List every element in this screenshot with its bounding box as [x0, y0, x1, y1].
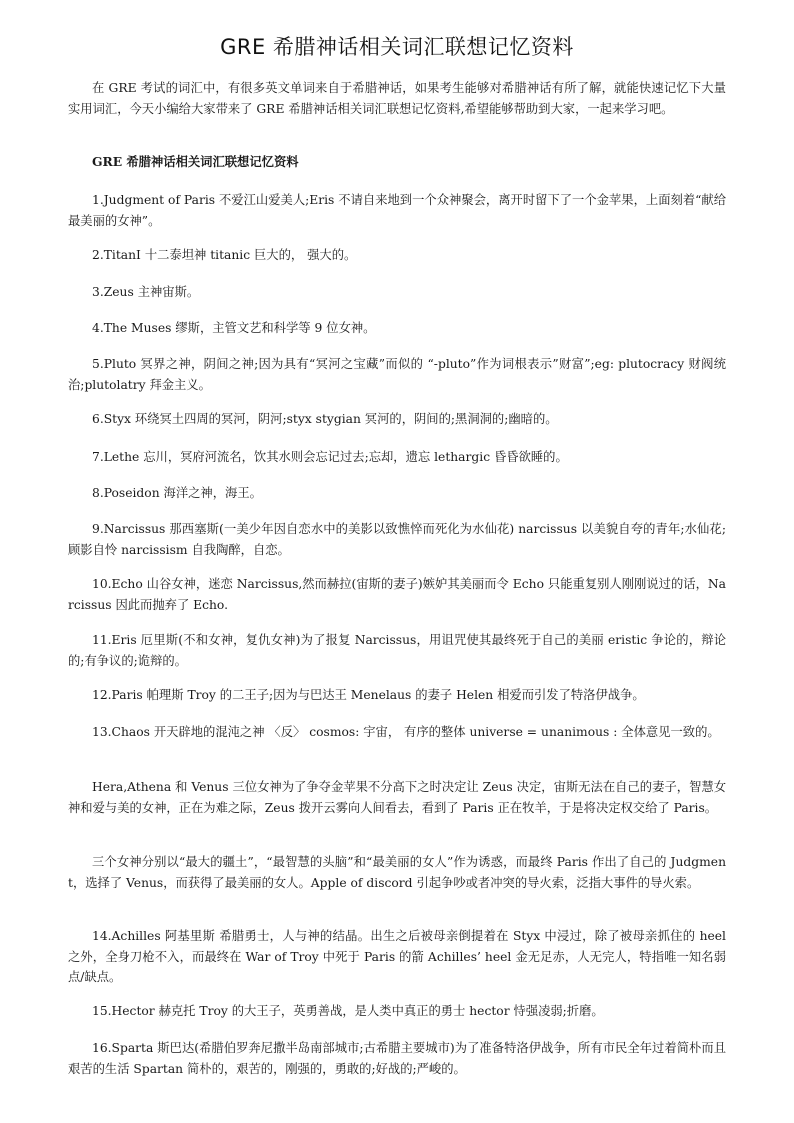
entry-10: 10.Echo 山谷女神，迷恋 Narcissus,然而赫拉(宙斯的妻子)嫉妒其美丽而令 Echo 只能重复别人刚刚说过的话，Narcissus 因此而抛弃了 Echo.: [68, 577, 726, 612]
entry-14: 14.Achilles 阿基里斯 希腊勇士，人与神的结晶。出生之后被母亲倒提着在 Styx 中浸过，除了被母亲抓住的 heel 之外，全身刀枪不入，而最终在 War of Troy 中死于 Paris 的箭 Achilles’ heel 金无足赤，人无完人，特指唯一知名弱点/缺点。: [68, 929, 726, 984]
entry-13: 13.Chaos 开天辟地的混沌之神 〈反〉 cosmos: 宇宙， 有序的整体 universe = unanimous : 全体意见一致的。: [92, 725, 720, 739]
entry-1: 1.Judgment of Paris 不爱江山爱美人;Eris 不请自来地到一个众神聚会，离开时留下了一个金苹果，上面刻着“献给最美丽的女神”。: [68, 193, 726, 228]
entry-8: 8.Poseidon 海洋之神，海王。: [92, 486, 262, 500]
entry-7: 7.Lethe 忘川，冥府河流名，饮其水则会忘记过去;忘却，遗忘 lethargic 昏昏欲睡的。: [92, 450, 568, 464]
entry-15: 15.Hector 赫克托 Troy 的大王子，英勇善战，是人类中真正的勇士 hector 恃强凌弱;折磨。: [92, 1004, 604, 1018]
entry-4: 4.The Muses 缪斯，主管文艺和科学等 9 位女神。: [92, 321, 376, 335]
entry-12: 12.Paris 帕理斯 Troy 的二王子;因为与巴达王 Menelaus 的妻子 Helen 相爱而引发了特洛伊战争。: [92, 688, 645, 702]
entry-5: 5.Pluto 冥界之神，阴间之神;因为具有“冥河之宝藏”而似的 “-pluto”作为词根表示”财富”;eg: plutocracy 财阀统治;plutolatry 拜金主义。: [68, 357, 726, 392]
entry-9: 9.Narcissus 那西塞斯(一美少年因自恋水中的美影以致憔悴而死化为水仙花) narcissus 以美貌自夸的青年;水仙花;顾影自怜 narcissism 自我陶醉，自恋。: [68, 522, 726, 557]
intro-paragraph: 在 GRE 考试的词汇中，有很多英文单词来自于希腊神话，如果考生能够对希腊神话有所了解，就能快速记忆下大量实用词汇，今天小编给大家带来了 GRE 希腊神话相关词汇联想记忆资料,希望能够帮助到大家，一起来学习吧。: [68, 81, 726, 116]
entry-hera-athena: Hera,Athena 和 Venus 三位女神为了争夺金苹果不分高下之时决定让 Zeus 决定，宙斯无法在自己的妻子，智慧女神和爱与美的女神，正在为难之际，Zeus 拨开云雾向人间看去，看到了 Paris 正在牧羊，于是将决定权交给了 Paris。: [68, 780, 726, 815]
entry-three-goddesses: 三个女神分别以“最大的疆土”，“最智慧的头脑”和“最美丽的女人”作为诱惑，而最终 Paris 作出了自己的 Judgment，选择了 Venus，而获得了最美丽的女人。Apple of discord 引起争吵或者冲突的导火索，泛指大事件的导火索。: [68, 855, 726, 890]
entry-11: 11.Eris 厄里斯(不和女神，复仇女神)为了报复 Narcissus，用诅咒使其最终死于自己的美丽 eristic 争论的，辩论的;有争议的;诡辩的。: [68, 633, 726, 668]
section-heading: GRE 希腊神话相关词汇联想记忆资料: [92, 154, 299, 169]
entry-3: 3.Zeus 主神宙斯。: [92, 285, 200, 299]
page-title: GRE 希腊神话相关词汇联想记忆资料: [220, 35, 574, 59]
entry-2: 2.TitanI 十二泰坦神 titanic 巨大的， 强大的。: [92, 248, 357, 262]
entry-16: 16.Sparta 斯巴达(希腊伯罗奔尼撒半岛南部城市;古希腊主要城市)为了准备特洛伊战争，所有市民全年过着简朴而且艰苦的生活 Spartan 简朴的，艰苦的，刚强的，勇敢的;好战的;严峻的。: [68, 1041, 726, 1076]
entry-6: 6.Styx 环绕冥土四周的冥河，阴河;styx stygian 冥河的，阴间的;黑洞洞的;幽暗的。: [92, 412, 558, 426]
